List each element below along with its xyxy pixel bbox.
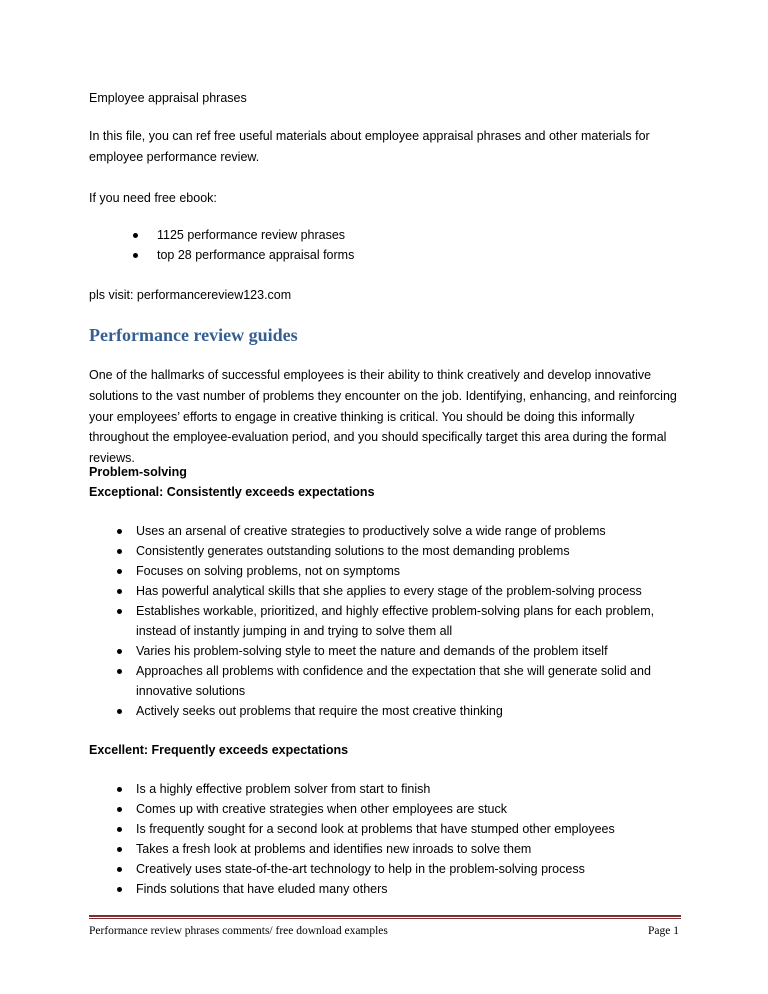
ebook-prompt: If you need free ebook: bbox=[89, 191, 217, 205]
list-item: Approaches all problems with confidence and the expectation that she will generate solid and innovative solutions bbox=[117, 661, 677, 701]
list-item: Uses an arsenal of creative strategies to productively solve a wide range of problems bbox=[117, 521, 677, 541]
list-item: Is a highly effective problem solver from start to finish bbox=[117, 779, 677, 799]
list-item: top 28 performance appraisal forms bbox=[129, 245, 354, 265]
list-item: Has powerful analytical skills that she applies to every stage of the problem-solving process bbox=[117, 581, 677, 601]
footer-divider bbox=[89, 915, 681, 917]
list-item: Takes a fresh look at problems and identifies new inroads to solve them bbox=[117, 839, 677, 859]
section-paragraph: One of the hallmarks of successful employees is their ability to think creatively and develop innovative solutions to the vast number of problems they encounter on the job. Identifying, enhancing, and reinforcing your employees’ efforts to engage in creative thinking is critical. You should be doing this informally throughout the employee-evaluation period, and you should specifically target this area during the formal reviews. bbox=[89, 368, 677, 466]
section-heading: Performance review guides bbox=[89, 325, 298, 345]
exceptional-list bbox=[117, 521, 677, 721]
list-item: Varies his problem-solving style to meet the nature and demands of the problem itself bbox=[117, 641, 677, 661]
intro-paragraph: In this file, you can ref free useful materials about employee appraisal phrases and other materials for employee performance review. bbox=[89, 129, 650, 164]
visit-link-text: pls visit: performancereview123.com bbox=[89, 288, 292, 302]
topic-heading: Problem-solving bbox=[89, 465, 187, 479]
list-item: Finds solutions that have eluded many others bbox=[117, 879, 677, 899]
excellent-heading: Excellent: Frequently exceeds expectations bbox=[89, 743, 349, 757]
list-item: Establishes workable, prioritized, and highly effective problem-solving plans for each problem, instead of instantly jumping in and trying to solve them all bbox=[117, 601, 677, 641]
ebook-list bbox=[129, 225, 354, 265]
excellent-list bbox=[117, 779, 677, 899]
list-item: Is frequently sought for a second look at problems that have stumped other employees bbox=[117, 819, 677, 839]
list-item: 1125 performance review phrases bbox=[129, 225, 354, 245]
list-item: Focuses on solving problems, not on symptoms bbox=[117, 561, 677, 581]
exceptional-heading: Exceptional: Consistently exceeds expectations bbox=[89, 485, 375, 499]
list-item: Creatively uses state-of-the-art technology to help in the problem-solving process bbox=[117, 859, 677, 879]
footer-divider-thin bbox=[89, 918, 681, 919]
list-item: Actively seeks out problems that require the most creative thinking bbox=[117, 701, 677, 721]
page-number: Page 1 bbox=[648, 925, 679, 937]
document-title: Employee appraisal phrases bbox=[89, 91, 247, 105]
list-item: Consistently generates outstanding solutions to the most demanding problems bbox=[117, 541, 677, 561]
list-item: Comes up with creative strategies when other employees are stuck bbox=[117, 799, 677, 819]
footer-text: Performance review phrases comments/ free download examples bbox=[89, 925, 388, 937]
